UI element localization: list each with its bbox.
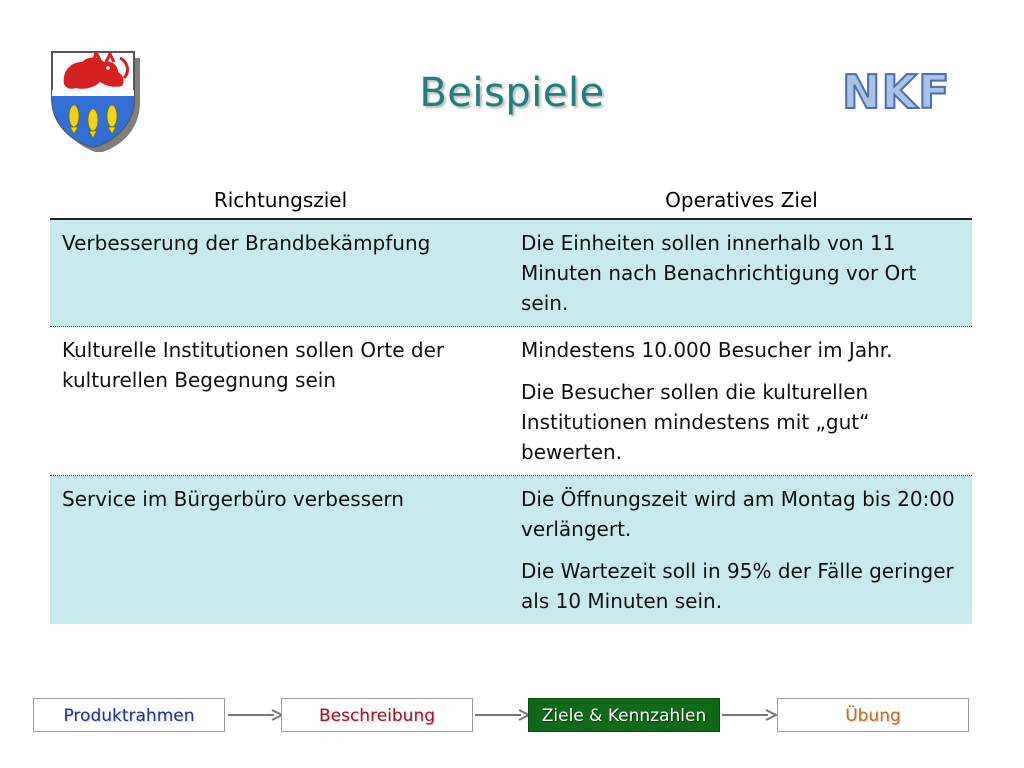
table-header <box>50 182 972 220</box>
column-header-operatives-ziel: Operatives Ziel <box>665 188 818 212</box>
step-navigation <box>0 698 1024 734</box>
goal-text: Kulturelle Institutionen sollen Orte der kulturellen Begegnung sein <box>62 338 445 392</box>
arrow-right-icon <box>722 707 778 723</box>
goal-cell <box>50 476 511 624</box>
target-text: Mindestens 10.000 Besucher im Jahr. <box>521 338 893 362</box>
slide-title: Beispiele <box>419 70 605 116</box>
table-row <box>50 327 972 476</box>
target-cell <box>511 476 972 624</box>
nav-step-produktrahmen[interactable]: Produktrahmen <box>33 698 225 732</box>
nav-step-uebung[interactable]: Übung <box>777 698 969 732</box>
goal-cell <box>50 327 511 475</box>
nkf-logo-text: NKF <box>842 66 951 114</box>
target-cell <box>511 220 972 326</box>
goal-text: Verbesserung der Brandbekämpfung <box>62 231 431 255</box>
table-row <box>50 476 972 624</box>
target-text: Die Wartezeit soll in 95% der Fälle geringer als 10 Minuten sein. <box>521 559 954 613</box>
goals-table <box>50 182 972 624</box>
goal-text: Service im Bürgerbüro verbessern <box>62 487 404 511</box>
table-row <box>50 220 972 327</box>
nav-step-ziele-kennzahlen[interactable]: Ziele & Kennzahlen <box>528 698 720 732</box>
target-text: Die Besucher sollen die kulturellen Institutionen mindestens mit „gut“ bewerten. <box>521 380 870 464</box>
column-header-richtungsziel: Richtungsziel <box>213 188 348 212</box>
arrow-right-icon <box>475 707 531 723</box>
goal-cell <box>50 220 511 326</box>
target-cell <box>511 327 972 475</box>
target-text: Die Einheiten sollen innerhalb von 11 Minuten nach Benachrichtigung vor Ort sein. <box>521 231 917 315</box>
nav-step-beschreibung[interactable]: Beschreibung <box>281 698 473 732</box>
arrow-right-icon <box>228 707 284 723</box>
target-text: Die Öffnungszeit wird am Montag bis 20:00 verlängert. <box>521 487 955 541</box>
